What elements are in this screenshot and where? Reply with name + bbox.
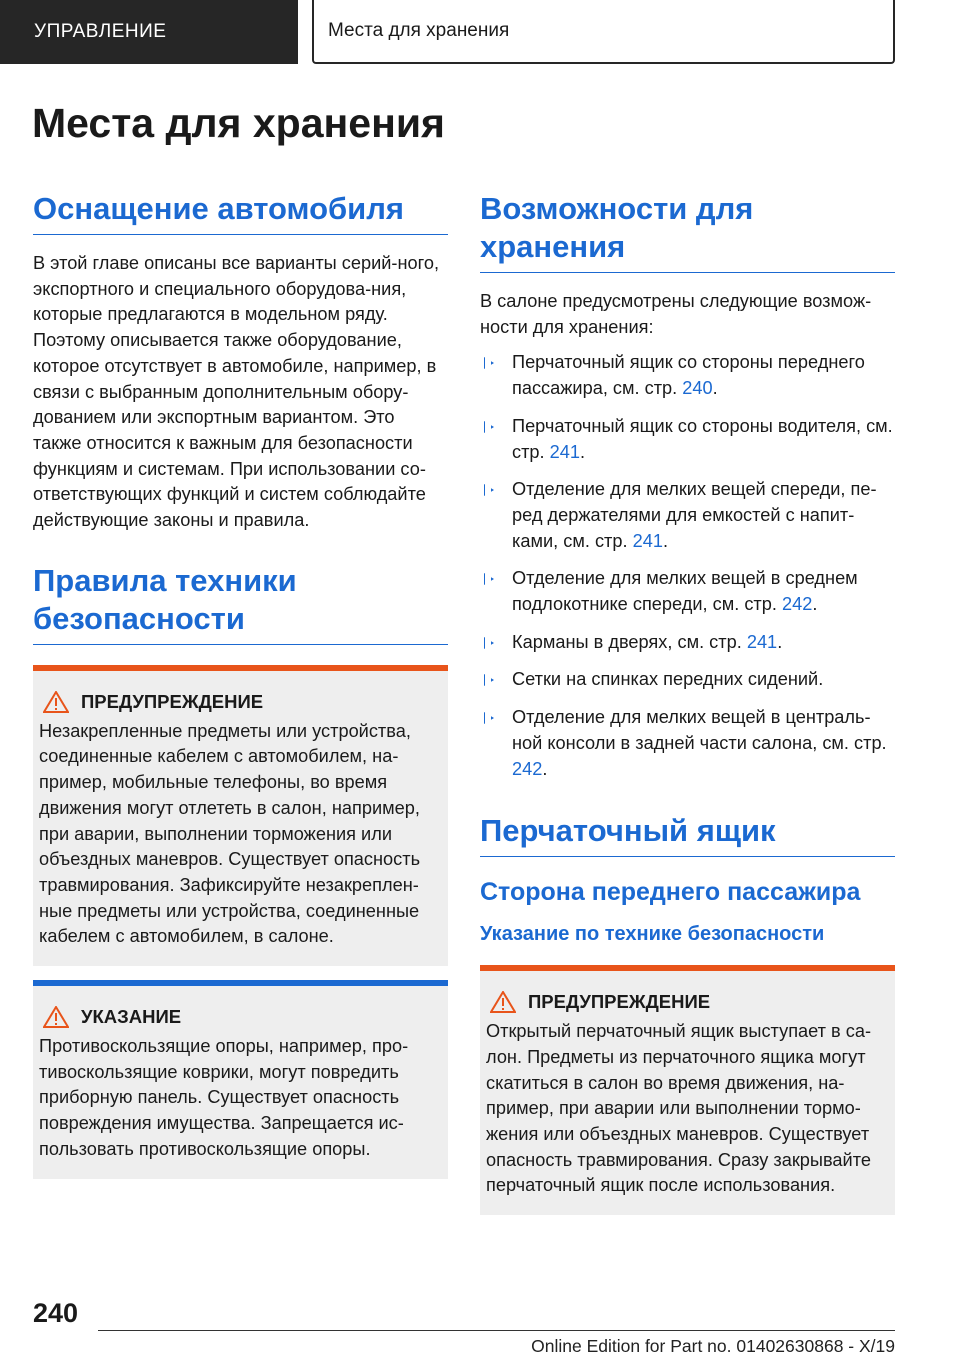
heading-glovebox: Перчаточный ящик (480, 812, 895, 857)
bullet-triangle-icon (484, 637, 494, 649)
storage-intro: В салоне предусмотрены следующие возмож-ности для хранения: (480, 291, 872, 337)
page-link[interactable]: 242 (512, 758, 543, 779)
bullet-triangle-icon (484, 712, 494, 724)
warning-box (33, 665, 448, 966)
equipment-paragraph: В этой главе описаны все варианты серий-ного, экспортного и специального оборудова-ния, которые предлагаются в модельном ряду. Поэтому описывается также оборудование, которое отсутствует в автомобиле, например, в связи с выбранным дополнительным обору-дованием или экспортным вариантом. Это также относится к важным для безопасности функциям и системам. При использовании со-ответствующих функций и систем соблюдайте действующие законы и правила. (33, 253, 440, 531)
page-link[interactable]: 241 (746, 631, 778, 652)
bullet-triangle-icon (484, 357, 494, 369)
list-item: Перчаточный ящик со стороны водителя, см. стр. 241. (480, 414, 895, 465)
heading-passenger-side: Сторона переднего пассажира (480, 878, 861, 907)
page-number: 240 (33, 1298, 79, 1328)
glovebox-warning-title: ПРЕДУПРЕЖДЕНИЕ (528, 991, 711, 1013)
storage-list (480, 350, 895, 782)
bullet-triangle-icon (484, 674, 494, 686)
heading-equipment: Оснащение автомобиля (33, 190, 448, 235)
list-item: Карманы в дверях, см. стр. 241. (480, 630, 895, 656)
list-item: Отделение для мелких вещей в среднем подлокотнике спереди, см. стр. 242. (480, 566, 895, 617)
footer-divider (98, 1330, 895, 1331)
page-link[interactable]: 241 (632, 530, 663, 551)
header-topic-label: Места для хранения (328, 20, 510, 41)
note-triangle-icon (43, 1006, 69, 1028)
page-link[interactable]: 241 (549, 441, 581, 462)
header-topic-tab (312, 0, 895, 64)
page-link[interactable]: 240 (682, 378, 713, 399)
page-title: Места для хранения (32, 100, 445, 146)
bullet-triangle-icon (484, 484, 494, 496)
warning-triangle-icon (490, 991, 516, 1013)
list-item: Перчаточный ящик со стороны переднего пассажира, см. стр. 240. (480, 350, 895, 401)
heading-safety-note: Указание по технике безопасности (480, 923, 825, 946)
warning-title: ПРЕДУПРЕЖДЕНИЕ (81, 690, 264, 712)
heading-storage: Возможности для хранения (480, 190, 895, 273)
note-box (33, 980, 448, 1179)
warning-text: Незакрепленные предметы или устройства, соединенные кабелем с автомобилем, на-пример, мобильные телефоны, во время движения могут отлететь в салон, например, при аварии, выполнении торможения или объездных маневров. Существует опасность травмирования. Зафиксируйте незакреплен-ные предметы или устройства, соединенные кабелем с автомобилем, в салоне. (39, 720, 421, 947)
note-text: Противоскользящие опоры, например, про-тивоскользящие коврики, могут повредить приборную панель. Существует опасность повреждения имущества. Запрещается ис-пользовать противоскользящие опоры. (39, 1036, 409, 1159)
glovebox-warning-text: Открытый перчаточный ящик выступает в са-лон. Предметы из перчаточного ящика могут скатиться в салон во время движения, на-пример, при аварии или выполнении тормо-жения или объездных маневров. Существует опасность травмирования. Сразу закрывайте перчаточный ящик после использования. (486, 1021, 872, 1196)
list-item: Отделение для мелких вещей спереди, пе-ред держателями для емкостей с напит-ками, см. стр. 241. (480, 477, 895, 554)
footer-edition: Online Edition for Part no. 01402630868 - X/19 (531, 1336, 895, 1356)
left-column (33, 190, 448, 1179)
header-section-label: УПРАВЛЕНИЕ (34, 21, 167, 42)
list-item: Сетки на спинках передних сидений. (480, 667, 895, 693)
bullet-triangle-icon (484, 421, 494, 433)
page-link[interactable]: 242 (781, 594, 813, 615)
note-title: УКАЗАНИЕ (81, 1006, 182, 1028)
warning-triangle-icon (43, 691, 69, 713)
list-item: Отделение для мелких вещей в централь-ной консоли в задней части салона, см. стр. 242. (480, 705, 895, 782)
right-column (480, 190, 895, 1215)
bullet-triangle-icon (484, 573, 494, 585)
header-section-tab (0, 0, 298, 64)
heading-safety-rules: Правила техники безопасности (33, 562, 448, 645)
glovebox-warning-box (480, 965, 895, 1215)
